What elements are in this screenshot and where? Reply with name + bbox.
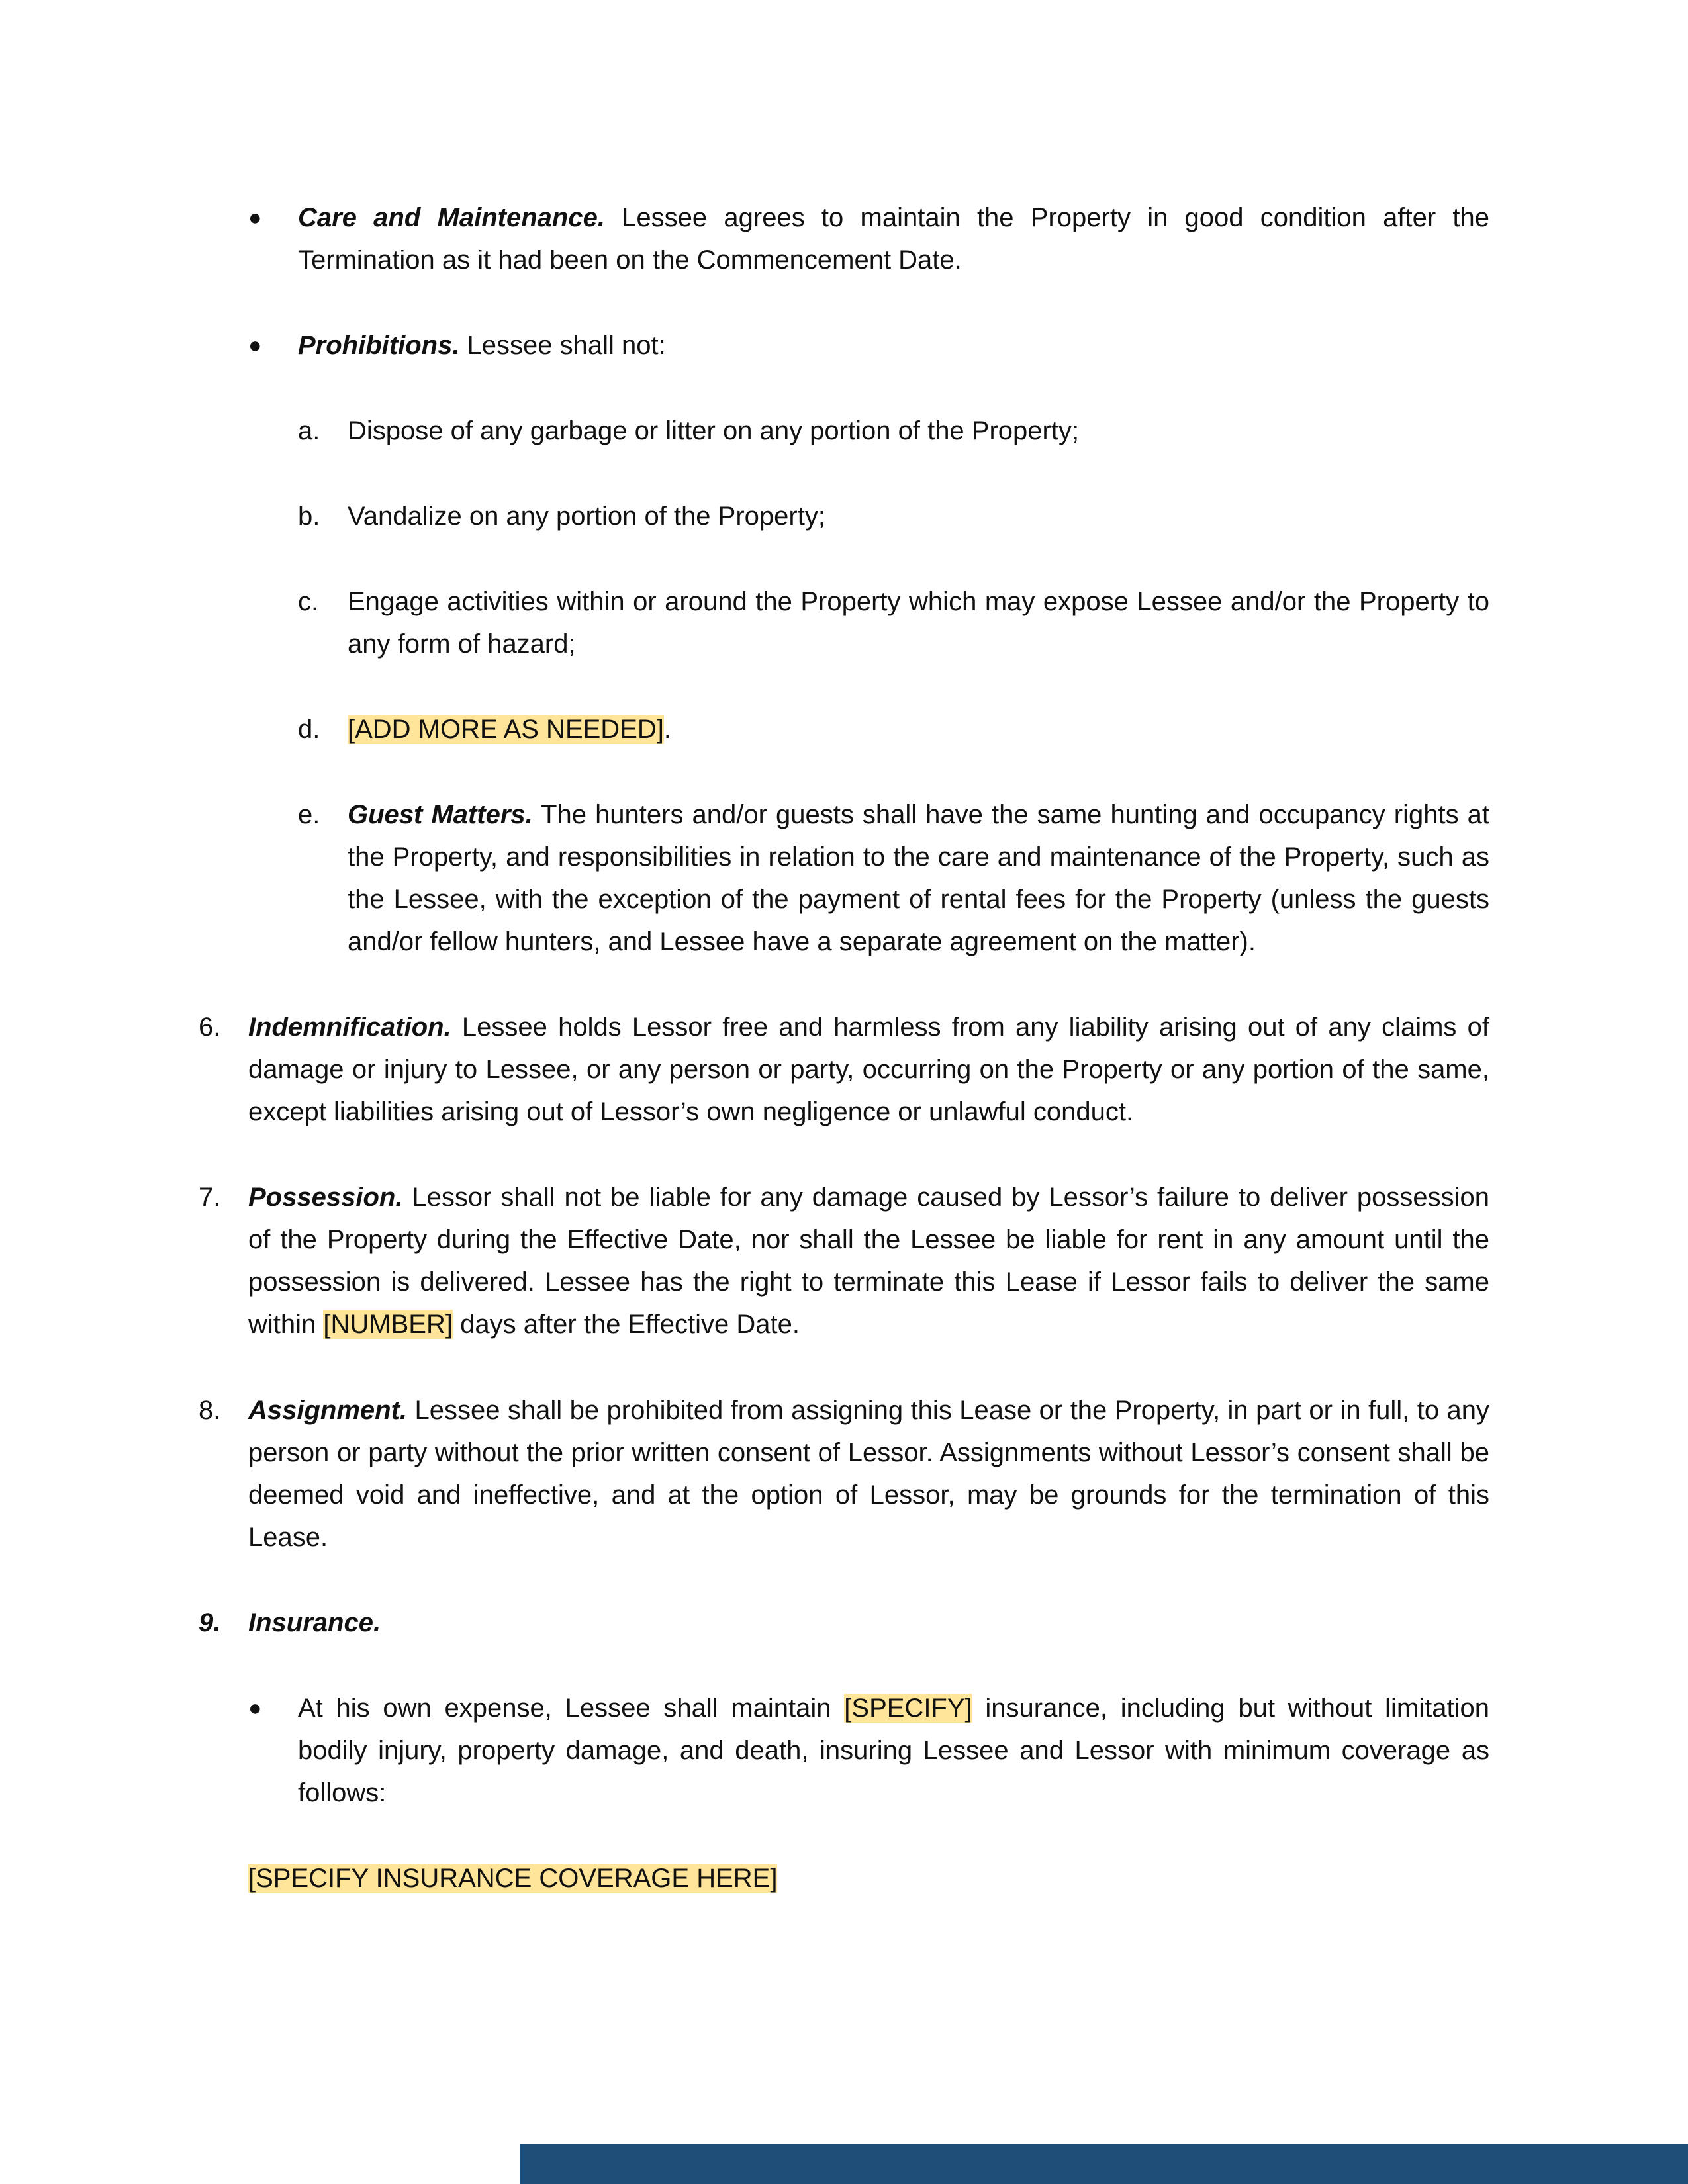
placeholder-suffix: . <box>663 715 671 744</box>
possession-paragraph <box>248 1176 1489 1345</box>
guest-matters-title: Guest Matters. <box>348 800 533 829</box>
insurance-coverage-placeholder: [SPECIFY INSURANCE COVERAGE HERE] <box>248 1864 778 1893</box>
assignment-paragraph <box>248 1389 1489 1559</box>
prohibition-text: Engage activities within or around the Property which may expose Lessee and/or the Property to any form of hazard; <box>348 587 1489 659</box>
guest-matters-paragraph <box>348 794 1489 963</box>
possession-text: Lessor shall not be liable for any damage caused by Lessor’s failure to deliver possession of the Property during the Effective Date, nor shall the Lessee be liable for rent in any amount until the possession is delivered. Lessee has the right to terminate this Lease if Lessor fails to deliver the same within <box>248 1183 1489 1339</box>
prohibitions-text: Lessee shall not: <box>459 331 666 360</box>
insurance-coverage-line <box>248 1857 1489 1899</box>
care-maintenance-title: Care and Maintenance. <box>298 203 605 232</box>
section-number: 8. <box>199 1396 221 1425</box>
care-maintenance-text: Lessee agrees to maintain the Property in good condition after the Termination as it had been on the Commencement Date. <box>298 203 1490 275</box>
care-maintenance-paragraph <box>298 197 1489 281</box>
prohibitions-title: Prohibitions. <box>298 331 460 360</box>
insurance-paragraph <box>298 1687 1489 1814</box>
list-marker: d. <box>298 715 320 744</box>
assignment-text: Lessee shall be prohibited from assigning this Lease or the Property, in part or in full, to any person or party without the prior written consent of Lessor. Assignments without Lessor’s consent shall be deemed void and ineffective, and at the option of Lessor, may be grounds for the termination of this Lease. <box>248 1396 1489 1552</box>
specify-placeholder: [SPECIFY] <box>844 1694 972 1723</box>
prohibition-placeholder-line <box>348 708 1489 751</box>
section-number: 7. <box>199 1183 221 1212</box>
section-number: 6. <box>199 1013 221 1042</box>
assignment-title: Assignment. <box>248 1396 408 1425</box>
prohibition-text: Vandalize on any portion of the Property; <box>348 502 825 531</box>
section-number: 9. <box>199 1608 221 1637</box>
bullet-icon: ● <box>248 205 262 230</box>
prohibition-text: Dispose of any garbage or litter on any portion of the Property; <box>348 416 1080 445</box>
guest-matters-text: The hunters and/or guests shall have the same hunting and occupancy rights at the Property, and responsibilities in relation to the care and maintenance of the Property, such as the Lessee, with the exception of the payment of rental fees for the Property (unless the guests and/or fellow hunters, and Lessee have a separate agreement on the matter). <box>348 800 1489 956</box>
list-marker: a. <box>298 416 320 445</box>
list-marker: e. <box>298 800 320 829</box>
bullet-icon: ● <box>248 1696 262 1721</box>
prohibitions-paragraph <box>298 324 1489 367</box>
indemnification-paragraph <box>248 1006 1489 1133</box>
list-marker: b. <box>298 502 320 531</box>
add-more-placeholder: [ADD MORE AS NEEDED] <box>348 715 664 744</box>
bullet-icon: ● <box>248 333 262 358</box>
footer-bar <box>520 2144 1688 2184</box>
possession-title: Possession. <box>248 1183 403 1212</box>
possession-text-end: days after the Effective Date. <box>452 1310 800 1339</box>
indemnification-title: Indemnification. <box>248 1013 451 1042</box>
insurance-text: At his own expense, Lessee shall maintain <box>298 1694 845 1723</box>
insurance-title: Insurance. <box>248 1608 381 1637</box>
number-placeholder: [NUMBER] <box>323 1310 453 1339</box>
insurance-text-end: insurance, including but without limitation bodily injury, property damage, and death, insuring Lessee and Lessor with minimum coverage as follows: <box>298 1694 1489 1807</box>
list-marker: c. <box>298 587 319 616</box>
indemnification-text: Lessee holds Lessor free and harmless from any liability arising out of any claims of damage or injury to Lessee, or any person or party, occurring on the Property or any portion of the same, except liabilities arising out of Lessor’s own negligence or unlawful conduct. <box>248 1013 1489 1126</box>
